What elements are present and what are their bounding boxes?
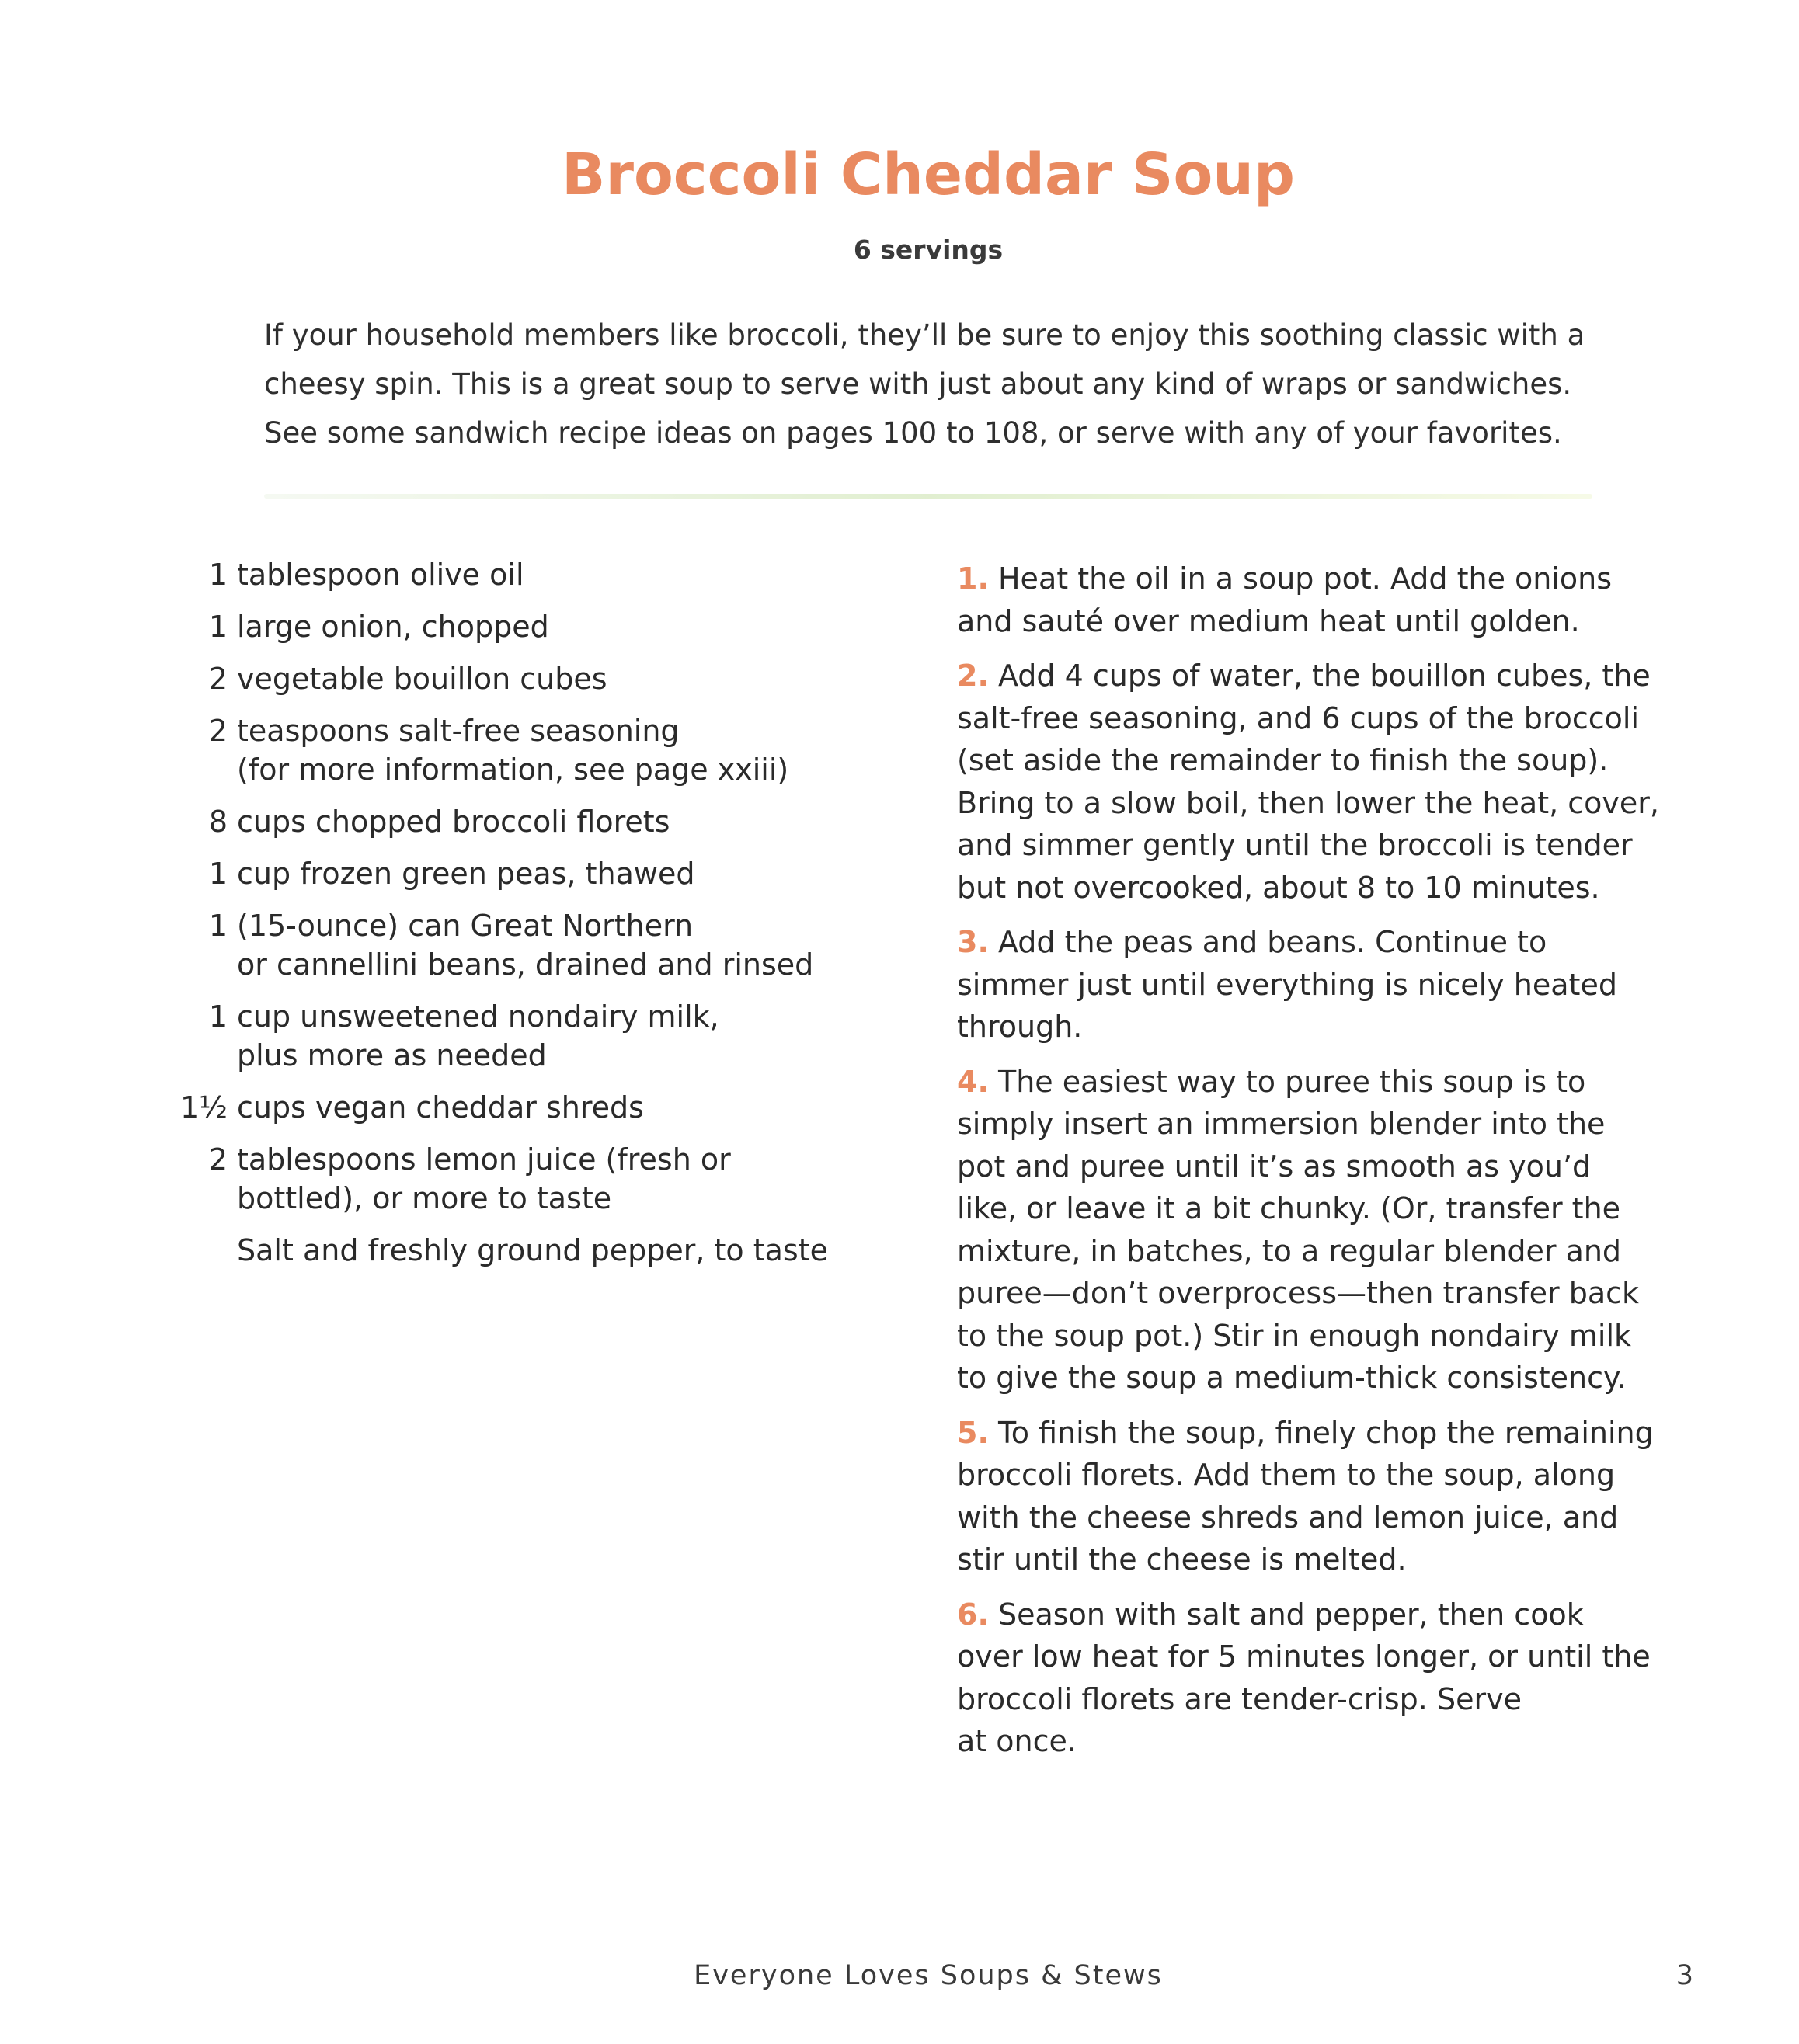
instruction-step xyxy=(957,558,1672,642)
ingredient-description xyxy=(228,802,670,841)
ingredient-line: cups vegan cheddar shreds xyxy=(237,1090,644,1125)
servings-label: 6 servings xyxy=(853,235,1004,265)
instruction-step xyxy=(957,1412,1672,1581)
step-line: and sauté over medium heat until golden. xyxy=(957,603,1580,638)
ingredient-item xyxy=(175,854,874,893)
ingredient-description xyxy=(228,555,524,594)
page-number: 3 xyxy=(1675,1960,1693,1991)
ingredient-quantity: 1 xyxy=(208,857,228,891)
step-line: puree—don’t overprocess—then transfer back xyxy=(957,1276,1640,1310)
ingredient-description xyxy=(228,854,695,893)
ingredient-description xyxy=(228,997,719,1075)
step-number: 6. xyxy=(957,1597,989,1632)
intro-line: cheesy spin. This is a great soup to serve with just about any kind of wraps or sandwiches. xyxy=(264,367,1572,401)
ingredient-line: large onion, chopped xyxy=(237,610,549,644)
ingredient-line: cup frozen green peas, thawed xyxy=(237,857,695,891)
ingredient-description xyxy=(228,1231,828,1270)
ingredient-line: (15-ounce) can Great Northern xyxy=(237,909,694,943)
ingredient-line: Salt and freshly ground pepper, to taste xyxy=(237,1233,828,1267)
step-line: but not overcooked, about 8 to 10 minutes. xyxy=(957,870,1600,905)
step-line: at once. xyxy=(957,1724,1077,1758)
step-line: broccoli florets. Add them to the soup, along xyxy=(957,1458,1616,1492)
ingredient-quantity xyxy=(175,1231,228,1270)
step-line: Bring to a slow boil, then lower the heat, cover, xyxy=(957,785,1659,820)
ingredient-quantity: 2 xyxy=(208,714,228,748)
instruction-step xyxy=(957,1061,1672,1399)
ingredient-line: (for more information, see page xxiii) xyxy=(237,753,789,787)
ingredient-line: cups chopped broccoli florets xyxy=(237,805,670,839)
step-number: 1. xyxy=(957,561,989,596)
section-divider xyxy=(264,494,1592,499)
ingredient-quantity: 1 xyxy=(208,999,228,1034)
step-number: 5. xyxy=(957,1415,989,1450)
ingredient-description xyxy=(228,1088,644,1127)
ingredient-item xyxy=(175,997,874,1075)
ingredient-description xyxy=(228,607,549,646)
ingredient-item xyxy=(175,711,874,789)
step-line: mixture, in batches, to a regular blender and xyxy=(957,1233,1622,1268)
step-line: over low heat for 5 minutes longer, or until the xyxy=(957,1639,1651,1674)
step-line: (set aside the remainder to finish the soup). xyxy=(957,743,1609,777)
step-line: to give the soup a medium-thick consistency. xyxy=(957,1361,1627,1395)
instruction-step xyxy=(957,655,1672,909)
ingredient-item xyxy=(175,555,874,594)
ingredient-quantity: 2 xyxy=(208,662,228,696)
ingredient-quantity: 2 xyxy=(208,1142,228,1177)
ingredient-quantity: 1½ xyxy=(179,1090,228,1125)
ingredient-line: cup unsweetened nondairy milk, xyxy=(237,999,719,1034)
step-line: salt-free seasoning, and 6 cups of the broccoli xyxy=(957,700,1640,735)
ingredient-description xyxy=(228,1140,731,1218)
ingredient-line: vegetable bouillon cubes xyxy=(237,662,607,696)
step-line: simmer just until everything is nicely heated xyxy=(957,967,1617,1002)
ingredient-description xyxy=(228,906,813,984)
ingredient-quantity: 1 xyxy=(208,558,228,592)
step-line: to the soup pot.) Stir in enough nondairy milk xyxy=(957,1318,1632,1353)
step-number: 4. xyxy=(957,1064,989,1099)
ingredient-quantity: 1 xyxy=(208,909,228,943)
instruction-step xyxy=(957,1594,1672,1763)
intro-line: If your household members like broccoli, they’ll be sure to enjoy this soothing classic with a xyxy=(264,318,1585,352)
step-line: like, or leave it a bit chunky. (Or, transfer the xyxy=(957,1191,1621,1225)
step-line: To finish the soup, finely chop the remaining xyxy=(997,1415,1654,1450)
step-line: Season with salt and pepper, then cook xyxy=(997,1597,1584,1632)
intro-line: See some sandwich recipe ideas on pages 100 to 108, or serve with any of your favorites. xyxy=(264,416,1562,450)
step-line: with the cheese shreds and lemon juice, and xyxy=(957,1500,1619,1535)
ingredient-item xyxy=(175,906,874,984)
recipe-intro xyxy=(264,311,1600,457)
ingredient-line: bottled), or more to taste xyxy=(237,1181,612,1215)
ingredient-description xyxy=(228,711,788,789)
ingredient-line: plus more as needed xyxy=(237,1038,547,1072)
ingredient-item xyxy=(175,1088,874,1127)
ingredient-quantity: 1 xyxy=(208,610,228,644)
step-line: Add 4 cups of water, the bouillon cubes, the xyxy=(997,659,1651,693)
step-number: 2. xyxy=(957,659,989,693)
step-line: simply insert an immersion blender into the xyxy=(957,1107,1606,1141)
instruction-step xyxy=(957,921,1672,1048)
ingredient-quantity: 8 xyxy=(208,805,228,839)
step-line: stir until the cheese is melted. xyxy=(957,1542,1407,1576)
ingredient-line: tablespoons lemon juice (fresh or xyxy=(237,1142,731,1177)
ingredient-item xyxy=(175,659,874,698)
step-number: 3. xyxy=(957,925,989,959)
step-line: and simmer gently until the broccoli is tender xyxy=(957,828,1633,862)
ingredient-line: teaspoons salt-free seasoning xyxy=(237,714,680,748)
ingredient-item xyxy=(175,1231,874,1270)
step-line: pot and puree until it’s as smooth as you’d xyxy=(957,1149,1592,1184)
step-line: through. xyxy=(957,1010,1083,1044)
ingredients-list xyxy=(175,555,874,1283)
instructions-list xyxy=(957,558,1672,1775)
recipe-title: Broccoli Cheddar Soup xyxy=(562,141,1295,208)
ingredient-item xyxy=(175,1140,874,1218)
step-line: broccoli florets are tender-crisp. Serve xyxy=(957,1681,1522,1716)
ingredient-item xyxy=(175,607,874,646)
footer-book-title: Everyone Loves Soups & Stews xyxy=(694,1960,1163,1991)
step-line: Heat the oil in a soup pot. Add the onions xyxy=(997,561,1613,596)
ingredient-line: tablespoon olive oil xyxy=(237,558,524,592)
step-line: The easiest way to puree this soup is to xyxy=(997,1064,1586,1099)
ingredient-description xyxy=(228,659,607,698)
step-line: Add the peas and beans. Continue to xyxy=(997,925,1547,959)
ingredient-line: or cannellini beans, drained and rinsed xyxy=(237,947,814,982)
ingredient-item xyxy=(175,802,874,841)
